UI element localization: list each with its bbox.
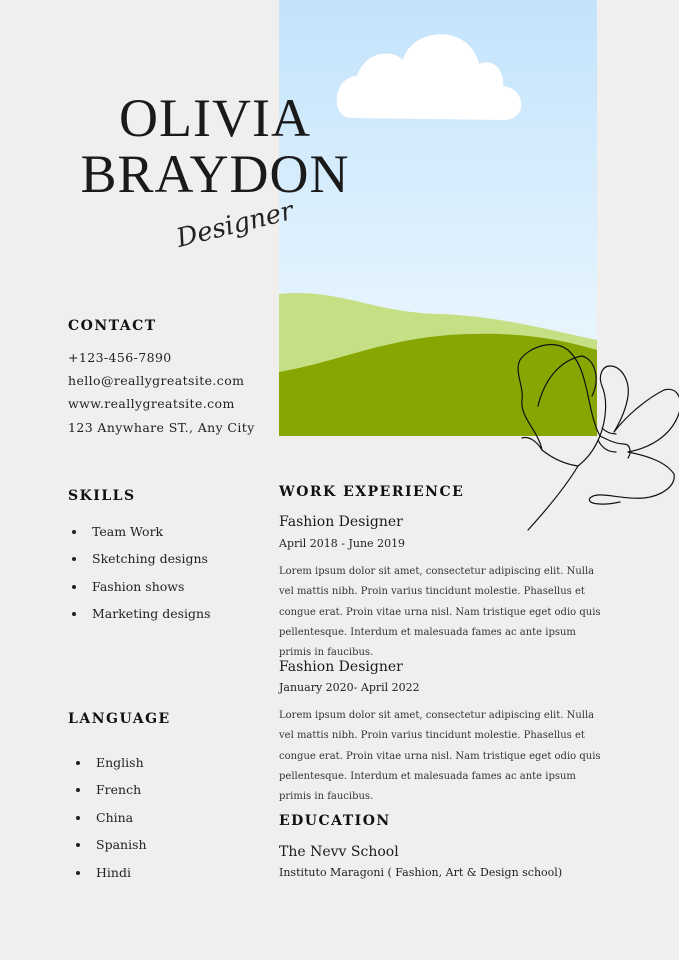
skill-item: Team Work [70, 522, 270, 549]
language-item: Hindi [74, 863, 254, 890]
language-list [74, 753, 254, 890]
education-heading: EDUCATION [279, 813, 391, 829]
job-title: Fashion Designer [279, 514, 403, 530]
school-name: The Nevv School [279, 844, 399, 860]
language-item: French [74, 780, 254, 807]
language-item: Spanish [74, 835, 254, 862]
skills-list [70, 522, 270, 632]
job-description: Lorem ipsum dolor sit amet, consectetur adipiscing elit. Nulla vel mattis nibh. Proin varius tincidunt molestie. Phasellus et congue erat. Proin vitae urna nisl. Nam tristique eget odio quis pellentesque. Interdum et malesuada fames ac ante ipsum primis in faucibus. [279, 566, 601, 659]
last-name: BRAYDON [80, 144, 350, 204]
contact-heading: CONTACT [68, 318, 157, 334]
work-heading: WORK EXPERIENCE [279, 484, 465, 500]
skills-heading: SKILLS [68, 488, 136, 504]
language-heading: LANGUAGE [68, 711, 171, 727]
landscape-illustration [279, 0, 597, 436]
contact-address: 123 Anywhare ST., Any City [68, 420, 255, 435]
job-title: Fashion Designer [279, 659, 403, 675]
contact-email[interactable]: hello@reallygreatsite.com [68, 373, 245, 388]
language-item: English [74, 753, 254, 780]
job-description: Lorem ipsum dolor sit amet, consectetur adipiscing elit. Nulla vel mattis nibh. Proin varius tincidunt molestie. Phasellus et congue erat. Proin vitae urna nisl. Nam tristique eget odio quis pellentesque. Interdum et malesuada fames ac ante ipsum primis in faucibus. [279, 710, 601, 803]
skill-item: Fashion shows [70, 577, 270, 604]
contact-website[interactable]: www.reallygreatsite.com [68, 396, 235, 411]
role-title: Designer [173, 196, 297, 254]
contact-phone[interactable]: +123-456-7890 [68, 350, 172, 365]
language-item: China [74, 808, 254, 835]
skill-item: Sketching designs [70, 549, 270, 576]
school-detail: Instituto Maragoni ( Fashion, Art & Design school) [279, 866, 563, 879]
job-dates: April 2018 - June 2019 [279, 537, 406, 550]
job-dates: January 2020- April 2022 [279, 681, 420, 694]
first-name: OLIVIA [119, 88, 311, 148]
skill-item: Marketing designs [70, 604, 270, 631]
